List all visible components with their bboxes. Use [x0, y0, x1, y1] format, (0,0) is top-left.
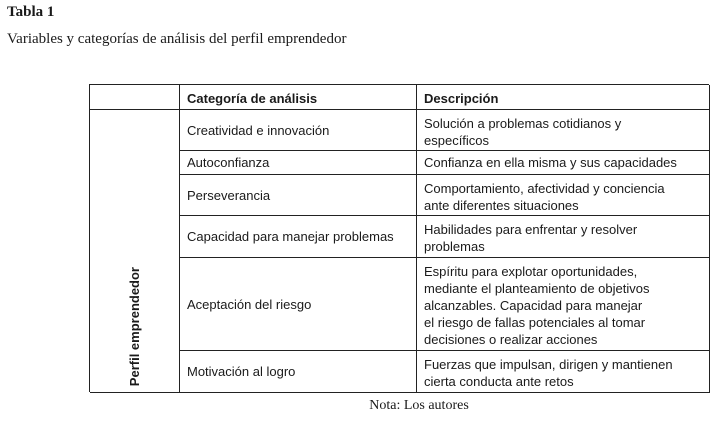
description-cell: Espíritu para explotar oportunidades, mediante el planteamiento de objetivos alcanzables. Capacidad para manejar el riesgo de fallas potenciales al tomar decisiones o realizar acciones [417, 258, 710, 351]
description-cell: Solución a problemas cotidianos y específicos [417, 110, 710, 151]
category-cell: Aceptación del riesgo [180, 258, 417, 351]
table-note: Nota: Los autores [369, 398, 469, 413]
category-cell: Motivación al logro [180, 351, 417, 393]
category-cell: Perseverancia [180, 175, 417, 216]
header-description: Descripción [417, 85, 710, 110]
description-cell: Habilidades para enfrentar y resolver problemas [417, 216, 710, 258]
description-cell: Comportamiento, afectividad y conciencia ante diferentes situaciones [417, 175, 710, 216]
table-caption: Variables y categorías de análisis del perfil emprendedor [7, 31, 347, 47]
variable-cell [90, 110, 180, 393]
header-category: Categoría de análisis [180, 85, 417, 110]
description-cell: Fuerzas que impulsan, dirigen y mantienen cierta conducta ante retos [417, 351, 710, 393]
variable-label: Perfil emprendedor [127, 266, 142, 386]
category-cell: Autoconfianza [180, 151, 417, 175]
header-variable [90, 85, 180, 110]
table-label: Tabla 1 [7, 4, 55, 20]
category-cell: Creatividad e innovación [180, 110, 417, 151]
variables-table [89, 84, 709, 392]
category-cell: Capacidad para manejar problemas [180, 216, 417, 258]
description-cell: Confianza en ella misma y sus capacidades [417, 151, 710, 175]
